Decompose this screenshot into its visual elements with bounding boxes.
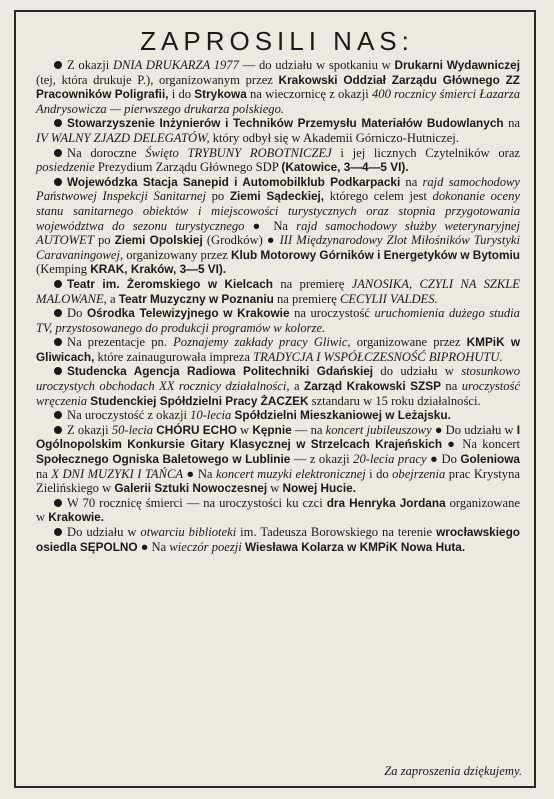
text-run: na bbox=[400, 174, 423, 189]
bullet-icon bbox=[54, 149, 62, 157]
text-run: na bbox=[36, 466, 52, 481]
text-run: Studencka Agencja Radiowa Politechniki Gdańskiej bbox=[67, 364, 374, 379]
bullet-icon bbox=[54, 338, 62, 346]
text-run: Z okazji bbox=[67, 58, 113, 72]
text-run: Na uroczystość z okazji bbox=[67, 408, 191, 423]
text-run: JANOSIKA, CZYLI NA SZKLE MALOWANE, bbox=[36, 276, 520, 306]
text-run: w bbox=[236, 422, 253, 437]
text-run: którego celem jest bbox=[324, 189, 433, 204]
text-run: (Kemping bbox=[36, 262, 91, 277]
text-run: rajd samochodowy służby weterynaryjnej AUTOWET bbox=[36, 218, 520, 248]
text-run: im. Tadeusza Borowskiego na terenie bbox=[236, 525, 437, 539]
text-run: uruchomienia dużego studia TV, przystosowanego do produkcji programów w kolorze. bbox=[36, 306, 520, 335]
bullet-icon bbox=[54, 528, 62, 536]
text-run: Poznajemy zakłady pracy Gliwic, bbox=[173, 335, 351, 350]
text-run: — z okazji bbox=[290, 452, 354, 467]
text-run: ● Na koncert bbox=[442, 437, 521, 452]
text-run: które zainaugurowała impreza bbox=[94, 349, 254, 364]
text-run: Wiesława Kolarza w KMPiK Nowa Huta. bbox=[244, 539, 466, 554]
paragraph bbox=[36, 58, 520, 116]
paragraph bbox=[36, 146, 520, 175]
text-run: organizowane w bbox=[36, 495, 520, 525]
text-run: wrocławskiego osiedla SĘPOLNO bbox=[36, 525, 520, 554]
text-run: posiedzenie bbox=[36, 160, 95, 175]
text-run: stosunkowo uroczystych obchodach XX rocznicy działalności, bbox=[36, 364, 520, 394]
text-run: Zarząd Krakowski SZSP bbox=[304, 379, 441, 394]
text-run: organizowany przez bbox=[123, 247, 231, 262]
bullet-icon bbox=[54, 280, 62, 288]
text-run: — na bbox=[291, 422, 326, 437]
article-title: ZAPROSILI NAS: bbox=[140, 26, 414, 56]
text-run: na uroczystość bbox=[289, 306, 375, 321]
text-run: po bbox=[93, 233, 115, 248]
text-run: obejrzenia bbox=[392, 466, 446, 481]
bullet-icon bbox=[54, 178, 62, 186]
text-run: na wieczornicę z okazji bbox=[246, 87, 372, 102]
text-run: i do bbox=[365, 466, 393, 481]
text-run: Krakowski Oddział Zarządu Głównego ZZ Pracowników Poligrafii, bbox=[36, 72, 520, 102]
text-run: Spółdzielni Mieszkaniowej w Leżajsku. bbox=[234, 408, 451, 423]
text-run: a bbox=[106, 291, 119, 306]
text-run: IV WALNY ZJAZD DELEGATÓW, bbox=[36, 130, 210, 145]
text-run: 400 rocznicy śmierci Łazarza Andrysowicza — pierwszego drukarza polskiego. bbox=[36, 87, 520, 116]
text-run: ● Do udziału w bbox=[431, 422, 517, 437]
text-run: Nowej Hucie. bbox=[282, 481, 356, 496]
text-run: Święto TRYBUNY ROBOTNICZEJ bbox=[145, 145, 332, 160]
text-run: i jej licznych Czytelników oraz bbox=[331, 145, 520, 160]
text-run: X DNI MUZYKI I TAŃCA bbox=[51, 466, 184, 481]
text-run: I Ogólnopolskim Konkursie Gitary Klasycznej w Strzelcach Krajeńskich bbox=[36, 422, 520, 452]
signature: Za zaproszenia dziękujemy. bbox=[384, 764, 522, 778]
text-run: do udziału w bbox=[373, 364, 462, 379]
text-run: Wojewódzka Stacja Sanepid i Automobilklub Podkarpacki bbox=[67, 174, 401, 189]
text-run: Drukarni Wydawniczej bbox=[394, 58, 521, 72]
text-run: Studenckiej Spółdzielni Pracy ŻACZEK bbox=[90, 393, 309, 408]
text-run: Na doroczne bbox=[67, 145, 146, 160]
text-run: koncert muzyki elektronicznej bbox=[215, 466, 366, 481]
text-run: Kępnie bbox=[252, 422, 292, 437]
text-run: na bbox=[503, 116, 520, 131]
text-run: KMPiK w Gliwicach, bbox=[36, 335, 521, 364]
text-run: 10-lecia bbox=[190, 408, 232, 423]
text-run: (Grodków) ● bbox=[202, 233, 280, 248]
text-run: Galerii Sztuki Nowoczesnej bbox=[114, 481, 268, 496]
text-run: Ośrodka Telewizyjnego w Krakowie bbox=[86, 306, 290, 321]
text-run: Społecznego Ogniska Baletowego w Lublinie bbox=[36, 452, 291, 467]
text-run: Teatr Muzyczny w Poznaniu bbox=[118, 291, 274, 306]
text-run: Teatr im. Żeromskiego w Kielcach bbox=[67, 276, 273, 291]
text-run: Stowarzyszenie Inżynierów i Techników Przemysłu Materiałów Budowlanych bbox=[67, 116, 504, 131]
paragraph bbox=[36, 364, 520, 408]
text-run: W 70 rocznicę śmierci — na uroczystości ku czci bbox=[67, 495, 327, 510]
text-run: Prezydium Zarządu Głównego SDP bbox=[94, 160, 282, 175]
paragraph bbox=[36, 306, 520, 335]
text-run: Klub Motorowy Górników i Energetyków w Bytomiu bbox=[230, 247, 520, 262]
text-run: — do udziału w spotkaniu w bbox=[238, 58, 395, 72]
text-run: III Międzynarodowy Zlot Miłośników Turystyki Caravaningowej, bbox=[36, 233, 521, 262]
bullet-icon bbox=[54, 499, 62, 507]
article-body bbox=[36, 58, 520, 554]
text-run: na premierę bbox=[272, 276, 352, 291]
paragraph bbox=[36, 175, 520, 277]
text-run: prac Krystyna Zielińskiego w bbox=[36, 466, 520, 496]
text-run: uroczystość wręczenia bbox=[36, 379, 521, 408]
text-run: Z okazji bbox=[67, 422, 112, 437]
text-run: Ziemi Sądeckiej, bbox=[229, 189, 325, 204]
text-run: Ziemi Opolskiej bbox=[114, 233, 203, 248]
text-run: (tej, która drukuje P.), organizowanym przez bbox=[36, 72, 279, 87]
text-run: na premierę bbox=[273, 291, 340, 306]
bullet-icon bbox=[54, 119, 62, 127]
text-run: (Katowice, 3—4—5 VI). bbox=[281, 160, 409, 175]
paragraph bbox=[36, 335, 520, 364]
paragraph bbox=[36, 408, 520, 423]
text-run: a bbox=[289, 379, 305, 394]
text-run: organizowane przez bbox=[350, 335, 467, 350]
text-run: Do udziału w bbox=[67, 525, 141, 539]
bullet-icon bbox=[54, 309, 62, 317]
text-run: CECYLII VALDES. bbox=[339, 291, 438, 306]
text-run: ● Na bbox=[137, 539, 170, 554]
text-run: dokonanie oceny stanu sanitarnego obiektów i miejscowości turystycznych oraz stopnia przygotowania województwa do sezonu turystycznego bbox=[36, 189, 520, 233]
text-run: który odbył się w Akademii Górniczo-Hutniczej. bbox=[209, 130, 459, 145]
text-run: Do bbox=[67, 306, 87, 321]
text-run: na bbox=[440, 379, 462, 394]
text-run: Goleniowa bbox=[460, 452, 520, 467]
text-run: Na prezentacje pn. bbox=[67, 335, 174, 350]
text-run: 20-lecia pracy bbox=[353, 452, 427, 467]
paragraph bbox=[36, 525, 520, 554]
text-run: w bbox=[267, 481, 283, 496]
text-run: po bbox=[206, 189, 230, 204]
text-run: rajd samochodowy Państwowej Inspekcji Sanitarnej bbox=[36, 174, 521, 204]
bullet-icon bbox=[54, 426, 62, 434]
text-run: sztandaru w 15 roku działalności. bbox=[308, 393, 481, 408]
paragraph bbox=[36, 116, 520, 145]
text-run: ● Na bbox=[183, 466, 216, 481]
paragraph bbox=[36, 496, 520, 525]
paragraph bbox=[36, 423, 520, 496]
text-run: Krakowie. bbox=[48, 510, 104, 525]
bullet-icon bbox=[54, 367, 62, 375]
text-run: CHÓRU ECHO bbox=[156, 422, 237, 437]
text-run: koncert jubileuszowy bbox=[325, 422, 432, 437]
text-run: wieczór poezji bbox=[169, 539, 242, 554]
text-run: DNIA DRUKARZA 1977 bbox=[112, 58, 239, 72]
text-run: i do bbox=[168, 87, 195, 102]
text-run: ● Do bbox=[426, 452, 461, 467]
text-run: KRAK, Kraków, 3—5 VI). bbox=[90, 262, 227, 277]
text-run: ● Na bbox=[244, 218, 297, 233]
bullet-icon bbox=[54, 411, 62, 419]
text-run: Strykowa bbox=[194, 87, 247, 102]
text-run: TRADYCJA I WSPÓŁCZESNOŚĆ BIPROHUTU. bbox=[253, 349, 503, 364]
text-run: 50-lecia bbox=[111, 422, 154, 437]
paragraph bbox=[36, 277, 520, 306]
text-run: otwarciu biblioteki bbox=[140, 525, 237, 539]
text-run: dra Henryka Jordana bbox=[326, 495, 446, 510]
bullet-icon bbox=[54, 61, 62, 69]
